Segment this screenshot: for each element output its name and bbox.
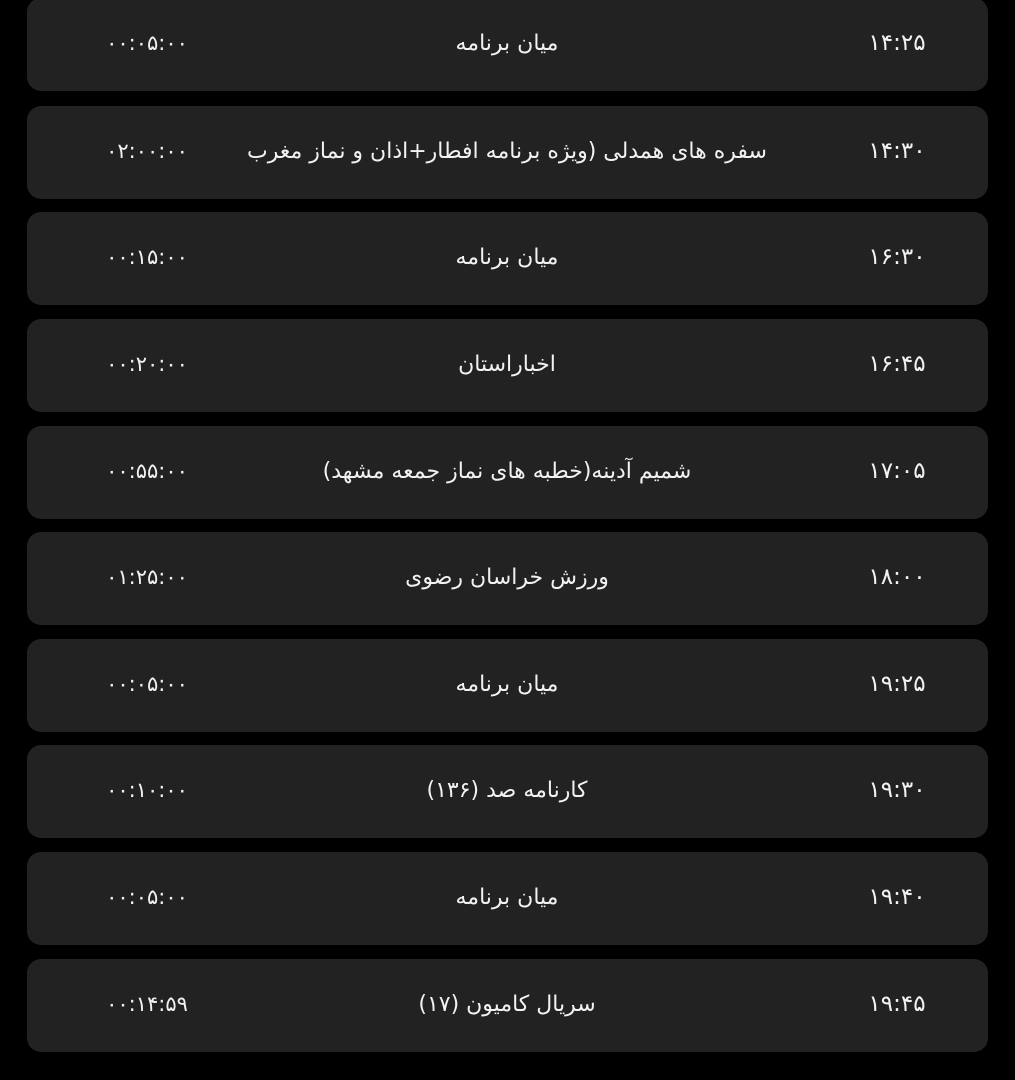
program-title: میان برنامه bbox=[455, 31, 559, 56]
schedule-row[interactable] bbox=[27, 745, 988, 838]
program-time: ۱۴:۲۵ bbox=[868, 30, 926, 56]
program-time: ۱۶:۴۵ bbox=[868, 351, 926, 377]
program-time: ۱۹:۴۵ bbox=[868, 991, 926, 1017]
program-time: ۱۴:۳۰ bbox=[868, 138, 926, 164]
schedule-row[interactable] bbox=[27, 852, 988, 945]
schedule-row[interactable] bbox=[27, 959, 988, 1052]
program-title: کارنامه صد (۱۳۶) bbox=[426, 778, 588, 803]
program-title: میان برنامه bbox=[455, 672, 559, 697]
program-time: ۱۹:۴۰ bbox=[868, 884, 926, 910]
program-time: ۱۷:۰۵ bbox=[868, 458, 926, 484]
program-duration: ۰۲:۰۰:۰۰ bbox=[106, 139, 188, 163]
program-time: ۱۹:۲۵ bbox=[868, 671, 926, 697]
program-duration: ۰۰:۲۰:۰۰ bbox=[106, 352, 188, 376]
program-title: میان برنامه bbox=[455, 245, 559, 270]
schedule-row[interactable] bbox=[27, 532, 988, 625]
program-duration: ۰۰:۱۰:۰۰ bbox=[106, 778, 188, 802]
schedule-row[interactable] bbox=[27, 106, 988, 199]
program-duration: ۰۱:۲۵:۰۰ bbox=[106, 565, 188, 589]
program-time: ۱۹:۳۰ bbox=[868, 777, 926, 803]
program-duration: ۰۰:۱۴:۵۹ bbox=[106, 992, 188, 1016]
program-title: سریال کامیون (۱۷) bbox=[418, 992, 596, 1017]
program-title: میان برنامه bbox=[455, 885, 559, 910]
program-title: ورزش خراسان رضوی bbox=[405, 565, 609, 590]
program-duration: ۰۰:۱۵:۰۰ bbox=[106, 245, 188, 269]
program-title: سفره های همدلی (ویژه برنامه افطار+اذان و نماز مغرب bbox=[247, 139, 767, 164]
schedule-row[interactable] bbox=[27, 426, 988, 519]
program-title: شمیم آدینه(خطبه های نماز جمعه مشهد) bbox=[322, 459, 692, 484]
program-time: ۱۶:۳۰ bbox=[868, 244, 926, 270]
schedule-row[interactable] bbox=[27, 212, 988, 305]
program-time: ۱۸:۰۰ bbox=[868, 564, 926, 590]
schedule-row[interactable] bbox=[27, 0, 988, 91]
program-duration: ۰۰:۰۵:۰۰ bbox=[106, 885, 188, 909]
program-title: اخباراستان bbox=[458, 352, 556, 377]
program-duration: ۰۰:۰۵:۰۰ bbox=[106, 31, 188, 55]
program-duration: ۰۰:۵۵:۰۰ bbox=[106, 459, 188, 483]
schedule-row[interactable] bbox=[27, 639, 988, 732]
schedule-row[interactable] bbox=[27, 319, 988, 412]
program-duration: ۰۰:۰۵:۰۰ bbox=[106, 672, 188, 696]
